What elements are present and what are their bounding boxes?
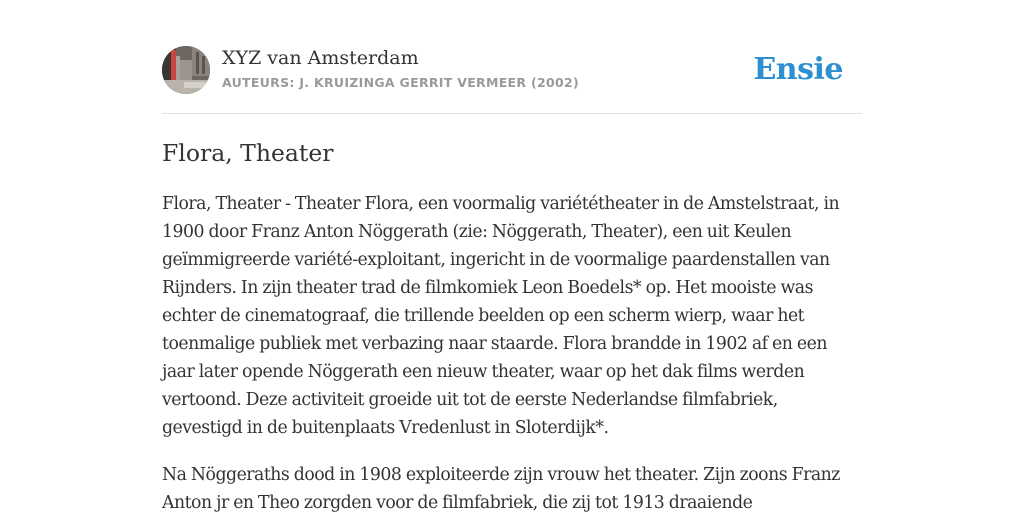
header [162,46,862,114]
entry-paragraph: Na Nöggeraths dood in 1908 exploiteerde zijn vrouw het theater. Zijn zoons Franz Anton jr en Theo zorgden voor de filmfabriek, die zij tot 1913 draaiende [162,465,840,512]
book-cover-avatar[interactable] [162,46,210,94]
entry-title: Flora, Theater [162,139,334,167]
entry-paragraph: Flora, Theater - Theater Flora, een voormalig variététheater in de Amstelstraat, in 1900 door Franz Anton Nöggerath (zie: Nöggerath, Theater), een uit Keulen geïmmigreerde variété-exploitant, ingericht in de voormalige paardenstallen van Rijnders. In zijn theater trad de filmkomiek Leon Boedels* op. Het mooiste was echter de cinematograaf, die trillende beelden op een scherm wierp, waar het toenmalige publiek met verbazing naar staarde. Flora brandde in 1902 af en een jaar later opende Nöggerath een nieuw theater, waar op het dak films werden vertoond. Deze activiteit groeide uit tot de eerste Nederlandse filmfabriek, gevestigd in de buitenplaats Vredenlust in Sloterdijk*. [162,194,840,438]
book-cover-image [162,46,210,94]
authors-line: AUTEURS: J. KRUIZINGA GERRIT VERMEER (2002) [222,75,579,90]
ensie-logo[interactable]: Ensie [753,52,843,87]
book-title[interactable]: XYZ van Amsterdam [222,47,419,69]
page [162,0,862,512]
